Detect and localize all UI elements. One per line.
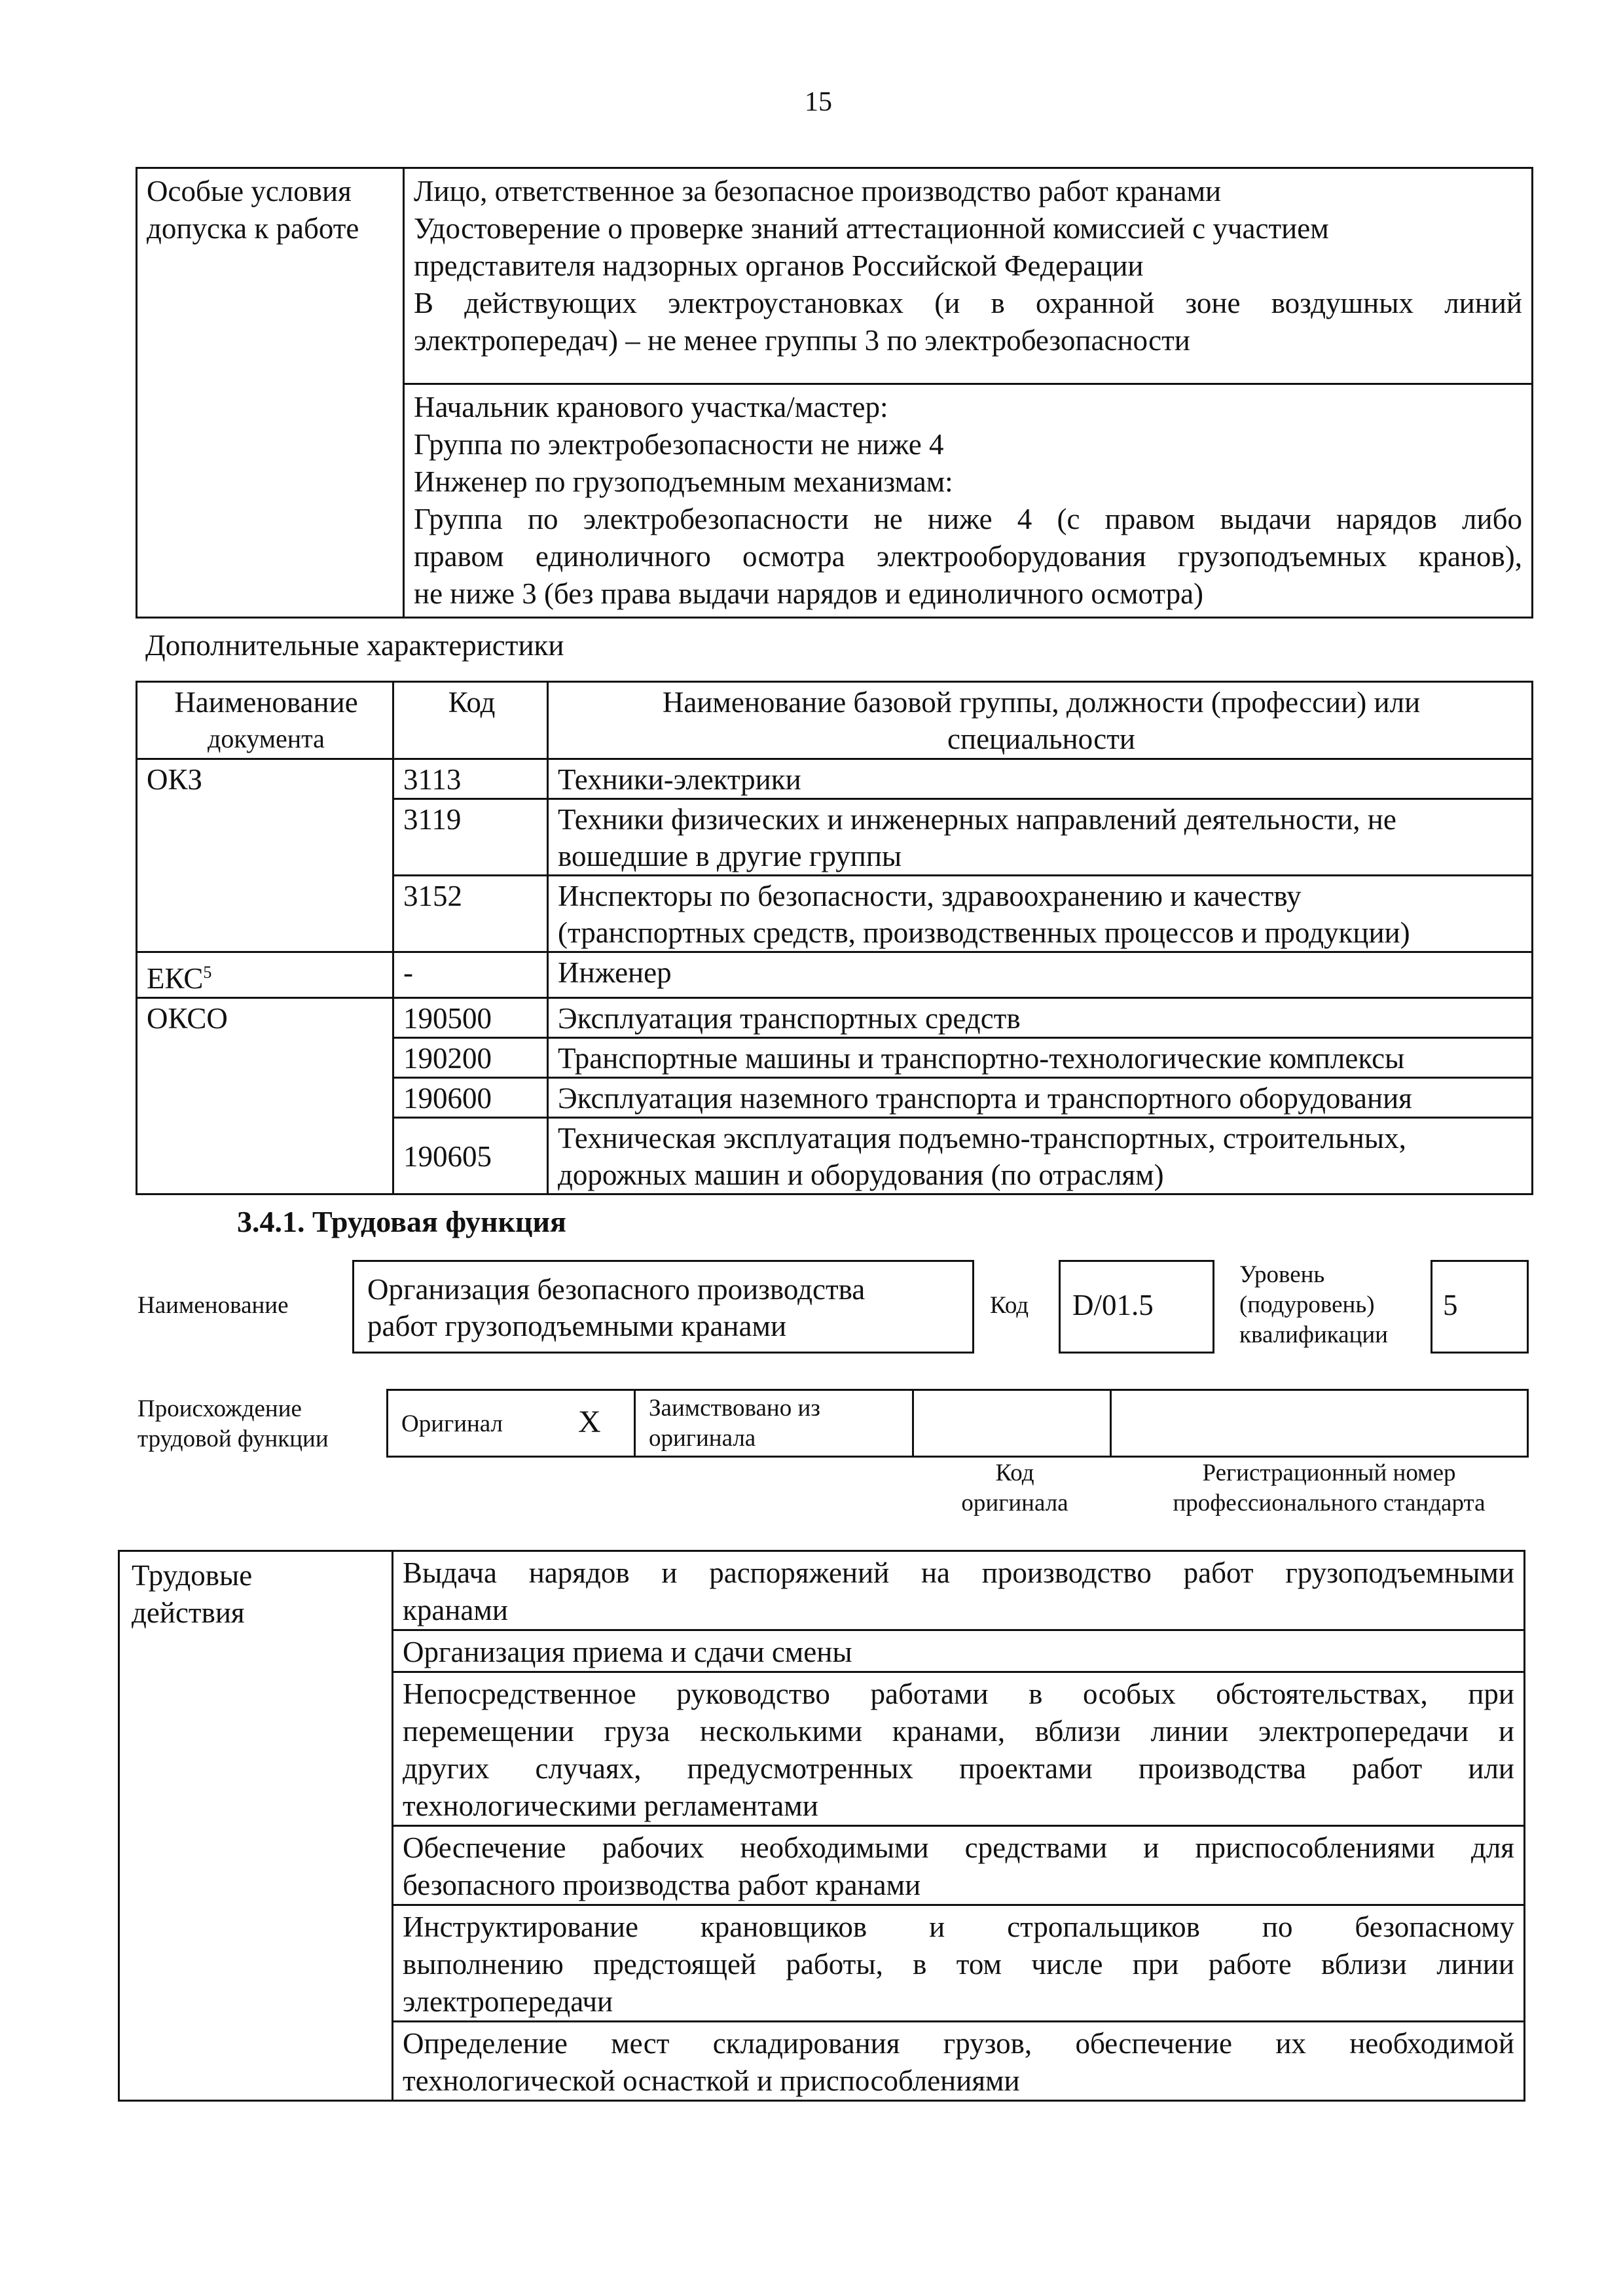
name-cell: Техники-электрики — [548, 759, 1533, 799]
reg-number-caption: Регистрационный номер профессионального стандарта — [1173, 1460, 1486, 1516]
doc-cell: ОКЗ — [137, 759, 393, 952]
function-name-label: Наименование — [137, 1292, 289, 1319]
labor-action-item: Обеспечение рабочих необходимыми средствами и приспособлениями для безопасного производства работ кранами — [393, 1826, 1525, 1905]
code-cell: 3119 — [393, 799, 548, 876]
labor-actions-label: Трудовые действия — [119, 1551, 393, 2101]
additional-title: Дополнительные характеристики — [145, 629, 564, 662]
origin-divider-3 — [1110, 1391, 1112, 1456]
labor-action-item: Организация приема и сдачи смены — [393, 1630, 1525, 1672]
special-conditions-table — [136, 167, 1533, 619]
special-conditions-block-1: Лицо, ответственное за безопасное производство работ кранами Удостоверение о проверке знаний аттестационной комиссией с участием представителя надзорных органов Российской Федерации В действующих электроустановках (и в охранной зоне воздушных линий электропередач) – не менее группы 3 по электробезопасности — [404, 168, 1533, 384]
code-cell: - — [393, 952, 548, 998]
labor-action-item: Непосредственное руководство работами в особых обстоятельствах, при перемещении груза несколькими кранами, вблизи линии электропередачи и других случаях, предусмотренных проектами производства работ или технологическими регламентами — [393, 1672, 1525, 1826]
special-conditions-block-2: Начальник кранового участка/мастер: Группа по электробезопасности не ниже 4 Инженер по грузоподъемным механизмам: Группа по электробезопасности не ниже 4 (с правом выдачи нарядов либо правом единоличного осмотра электрооборудования грузоподъемных кранов), не ниже 3 (без права выдачи нарядов и единоличного осмотра) — [404, 384, 1533, 618]
labor-action-item: Выдача нарядов и распоряжений на производство работ грузоподъемными кранами — [393, 1551, 1525, 1630]
function-name-box: Организация безопасного производства работ грузоподъемными кранами — [352, 1260, 974, 1354]
additional-characteristics-table — [136, 681, 1533, 1195]
table-row — [137, 998, 1533, 1038]
original-label: Оригинал — [401, 1410, 503, 1437]
name-cell: Инспекторы по безопасности, здравоохранению и качеству (транспортных средств, производственных процессов и продукции) — [548, 876, 1533, 952]
labor-action-item: Инструктирование крановщиков и стропальщиков по безопасному выполнению предстоящей работы, в том числе при работе вблизи линии электропередачи — [393, 1905, 1525, 2022]
header-code: Код — [393, 682, 548, 759]
table-row — [137, 759, 1533, 799]
doc-cell: ОКСО — [137, 998, 393, 1194]
origin-label: Происхождение трудовой функции — [137, 1395, 329, 1452]
function-code-label: Код — [990, 1292, 1029, 1319]
name-cell: Эксплуатация транспортных средств — [548, 998, 1533, 1038]
labor-actions-table — [118, 1550, 1525, 2102]
header-document: Наименование документа — [137, 682, 393, 759]
level-box: 5 — [1431, 1260, 1529, 1354]
code-cell: 3152 — [393, 876, 548, 952]
labor-action-item: Определение мест складирования грузов, обеспечение их необходимой технологической оснасткой и приспособлениями — [393, 2022, 1525, 2101]
origin-divider-2 — [912, 1391, 914, 1456]
header-name: Наименование базовой группы, должности (профессии) или специальности — [548, 682, 1533, 759]
code-cell: 190200 — [393, 1038, 548, 1078]
name-cell: Техническая эксплуатация подъемно-транспортных, строительных, дорожных машин и оборудования (по отраслям) — [548, 1118, 1533, 1194]
original-mark: X — [578, 1405, 601, 1439]
page-number: 15 — [805, 87, 832, 117]
level-label: Уровень (подуровень) квалификации — [1239, 1261, 1388, 1348]
name-cell: Транспортные машины и транспортно-технологические комплексы — [548, 1038, 1533, 1078]
function-code-box: D/01.5 — [1059, 1260, 1214, 1354]
table-row — [119, 1551, 1525, 1630]
code-cell: 3113 — [393, 759, 548, 799]
code-cell: 190600 — [393, 1078, 548, 1118]
code-original-caption: Код оригинала — [961, 1460, 1068, 1516]
origin-divider-1 — [634, 1391, 636, 1456]
name-cell: Эксплуатация наземного транспорта и транспортного оборудования — [548, 1078, 1533, 1118]
function-heading: 3.4.1. Трудовая функция — [237, 1205, 566, 1238]
borrowed-label: Заимствовано из оригинала — [649, 1395, 820, 1452]
name-cell: Инженер — [548, 952, 1533, 998]
table-row — [137, 952, 1533, 998]
code-cell: 190605 — [393, 1118, 548, 1194]
code-cell: 190500 — [393, 998, 548, 1038]
doc-cell: ЕКС$^5$ — [137, 952, 393, 998]
footnote-mark: 5 — [203, 963, 212, 982]
special-conditions-label: Особые условия допуска к работе — [137, 168, 404, 618]
name-cell: Техники физических и инженерных направлений деятельности, не вошедшие в другие группы — [548, 799, 1533, 876]
origin-box — [386, 1389, 1529, 1458]
